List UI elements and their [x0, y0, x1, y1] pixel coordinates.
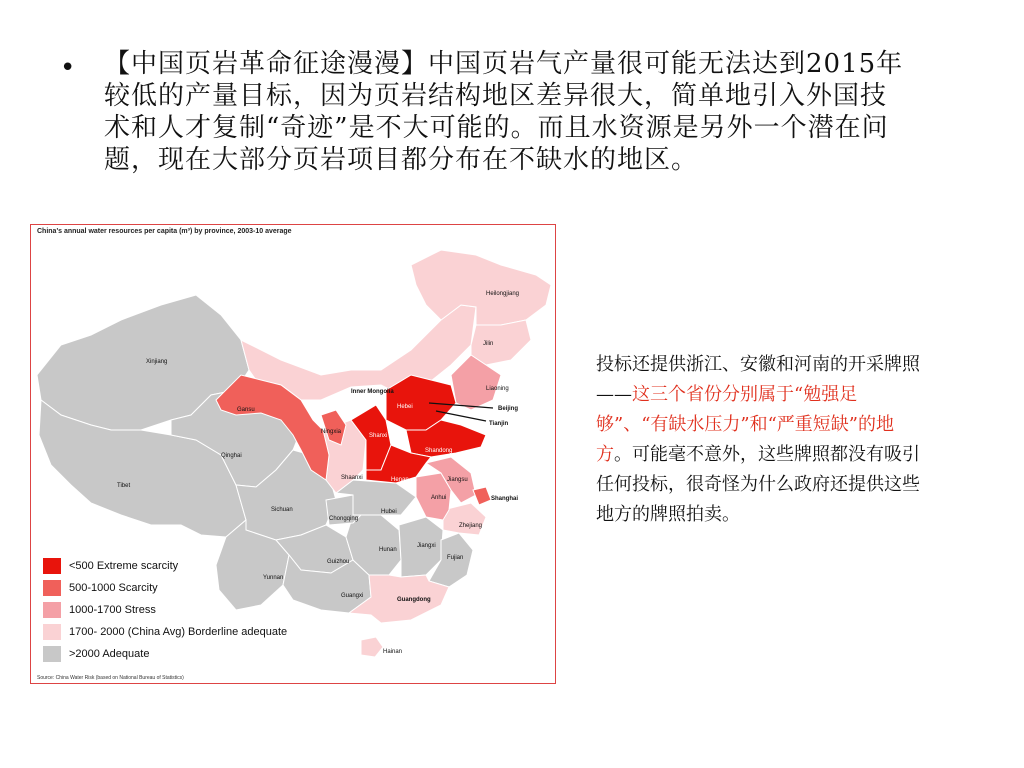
label-shandong: Shandong [425, 448, 453, 454]
label-guangxi: Guangxi [341, 593, 364, 599]
label-qinghai: Qinghai [221, 453, 242, 459]
side-note [596, 350, 928, 530]
label-guizhou: Guizhou [327, 559, 350, 565]
legend-swatch [43, 646, 61, 662]
legend-swatch [43, 602, 61, 618]
bullet-text: 【中国页岩革命征途漫漫】中国页岩气产量很可能无法达到2015年较低的产量目标，因为页岩结构地区差异很大，简单地引入外国技术和人才复制“奇迹”是不大可能的。而且水资源是另外一个潜在问题，现在大部分页岩项目都分布在不缺水的地区。 [104, 49, 904, 175]
region-jilin [471, 320, 531, 365]
map-title: China's annual water resources per capita (m³) by province, 2003-10 average [37, 228, 292, 235]
region-heilongjiang [411, 250, 551, 325]
note-part1: 投标还提供浙江、安徽和河南的开采牌照—— [596, 354, 920, 405]
label-shaanxi: Shaanxi [341, 475, 363, 481]
label-shanxi: Shanxi [369, 433, 388, 439]
label-guangdong: Guangdong [397, 597, 431, 603]
label-inner-mongolia: Inner Mongolia [351, 389, 394, 395]
label-fujian: Fujian [447, 555, 464, 561]
water-map-figure [30, 224, 556, 684]
label-shanghai: Shanghai [491, 496, 519, 502]
legend-swatch [43, 558, 61, 574]
legend-item-adequate [43, 643, 287, 665]
label-xinjiang: Xinjiang [146, 359, 168, 365]
legend-label: >2000 Adequate [69, 648, 150, 660]
label-tianjin: Tianjin [489, 421, 509, 427]
label-gansu: Gansu [237, 407, 255, 413]
legend-label: <500 Extreme scarcity [69, 560, 179, 572]
label-liaoning: Liaoning [486, 386, 509, 392]
label-ningxia: Ningxia [321, 429, 342, 435]
legend-swatch [43, 624, 61, 640]
legend-label: 1700- 2000 (China Avg) Borderline adequate [69, 626, 288, 638]
label-hebei: Hebei [397, 404, 413, 410]
note-part3: 。可能毫不意外，这些牌照都没有吸引任何投标，很奇怪为什么政府还提供这些地方的牌照拍卖。 [596, 444, 920, 525]
label-yunnan: Yunnan [263, 575, 284, 581]
legend-item-borderline [43, 621, 287, 643]
legend-item-stress [43, 599, 287, 621]
label-chongqing: Chongqing [329, 516, 359, 522]
label-jiangxi: Jiangxi [417, 543, 436, 549]
region-hainan [361, 637, 383, 657]
label-hubei: Hubei [381, 509, 397, 515]
region-shanghai [473, 487, 491, 505]
label-henan: Henan [391, 477, 409, 483]
label-jiangsu: Jiangsu [447, 477, 468, 483]
map-source: Source: China Water Risk (based on National Bureau of Statistics) [37, 675, 184, 681]
label-heilongjiang: Heilongjiang [486, 291, 520, 297]
label-hainan: Hainan [383, 649, 403, 655]
legend-label: 500-1000 Scarcity [69, 582, 158, 594]
label-sichuan: Sichuan [271, 507, 293, 513]
label-jilin: Jilin [483, 341, 494, 347]
map-legend [43, 555, 287, 665]
note-highlight: 这三个省份分别属于“勉强足够”、“有缺水压力”和“严重短缺”的地方 [596, 384, 895, 465]
label-hunan: Hunan [379, 547, 397, 553]
label-zhejiang: Zhejiang [459, 523, 483, 529]
label-tibet: Tibet [117, 483, 131, 489]
label-anhui: Anhui [431, 495, 447, 501]
legend-item-extreme [43, 555, 287, 577]
legend-item-scarcity [43, 577, 287, 599]
legend-swatch [43, 580, 61, 596]
legend-label: 1000-1700 Stress [69, 604, 156, 616]
label-beijing: Beijing [498, 406, 519, 412]
bullet-symbol: • [60, 53, 76, 83]
